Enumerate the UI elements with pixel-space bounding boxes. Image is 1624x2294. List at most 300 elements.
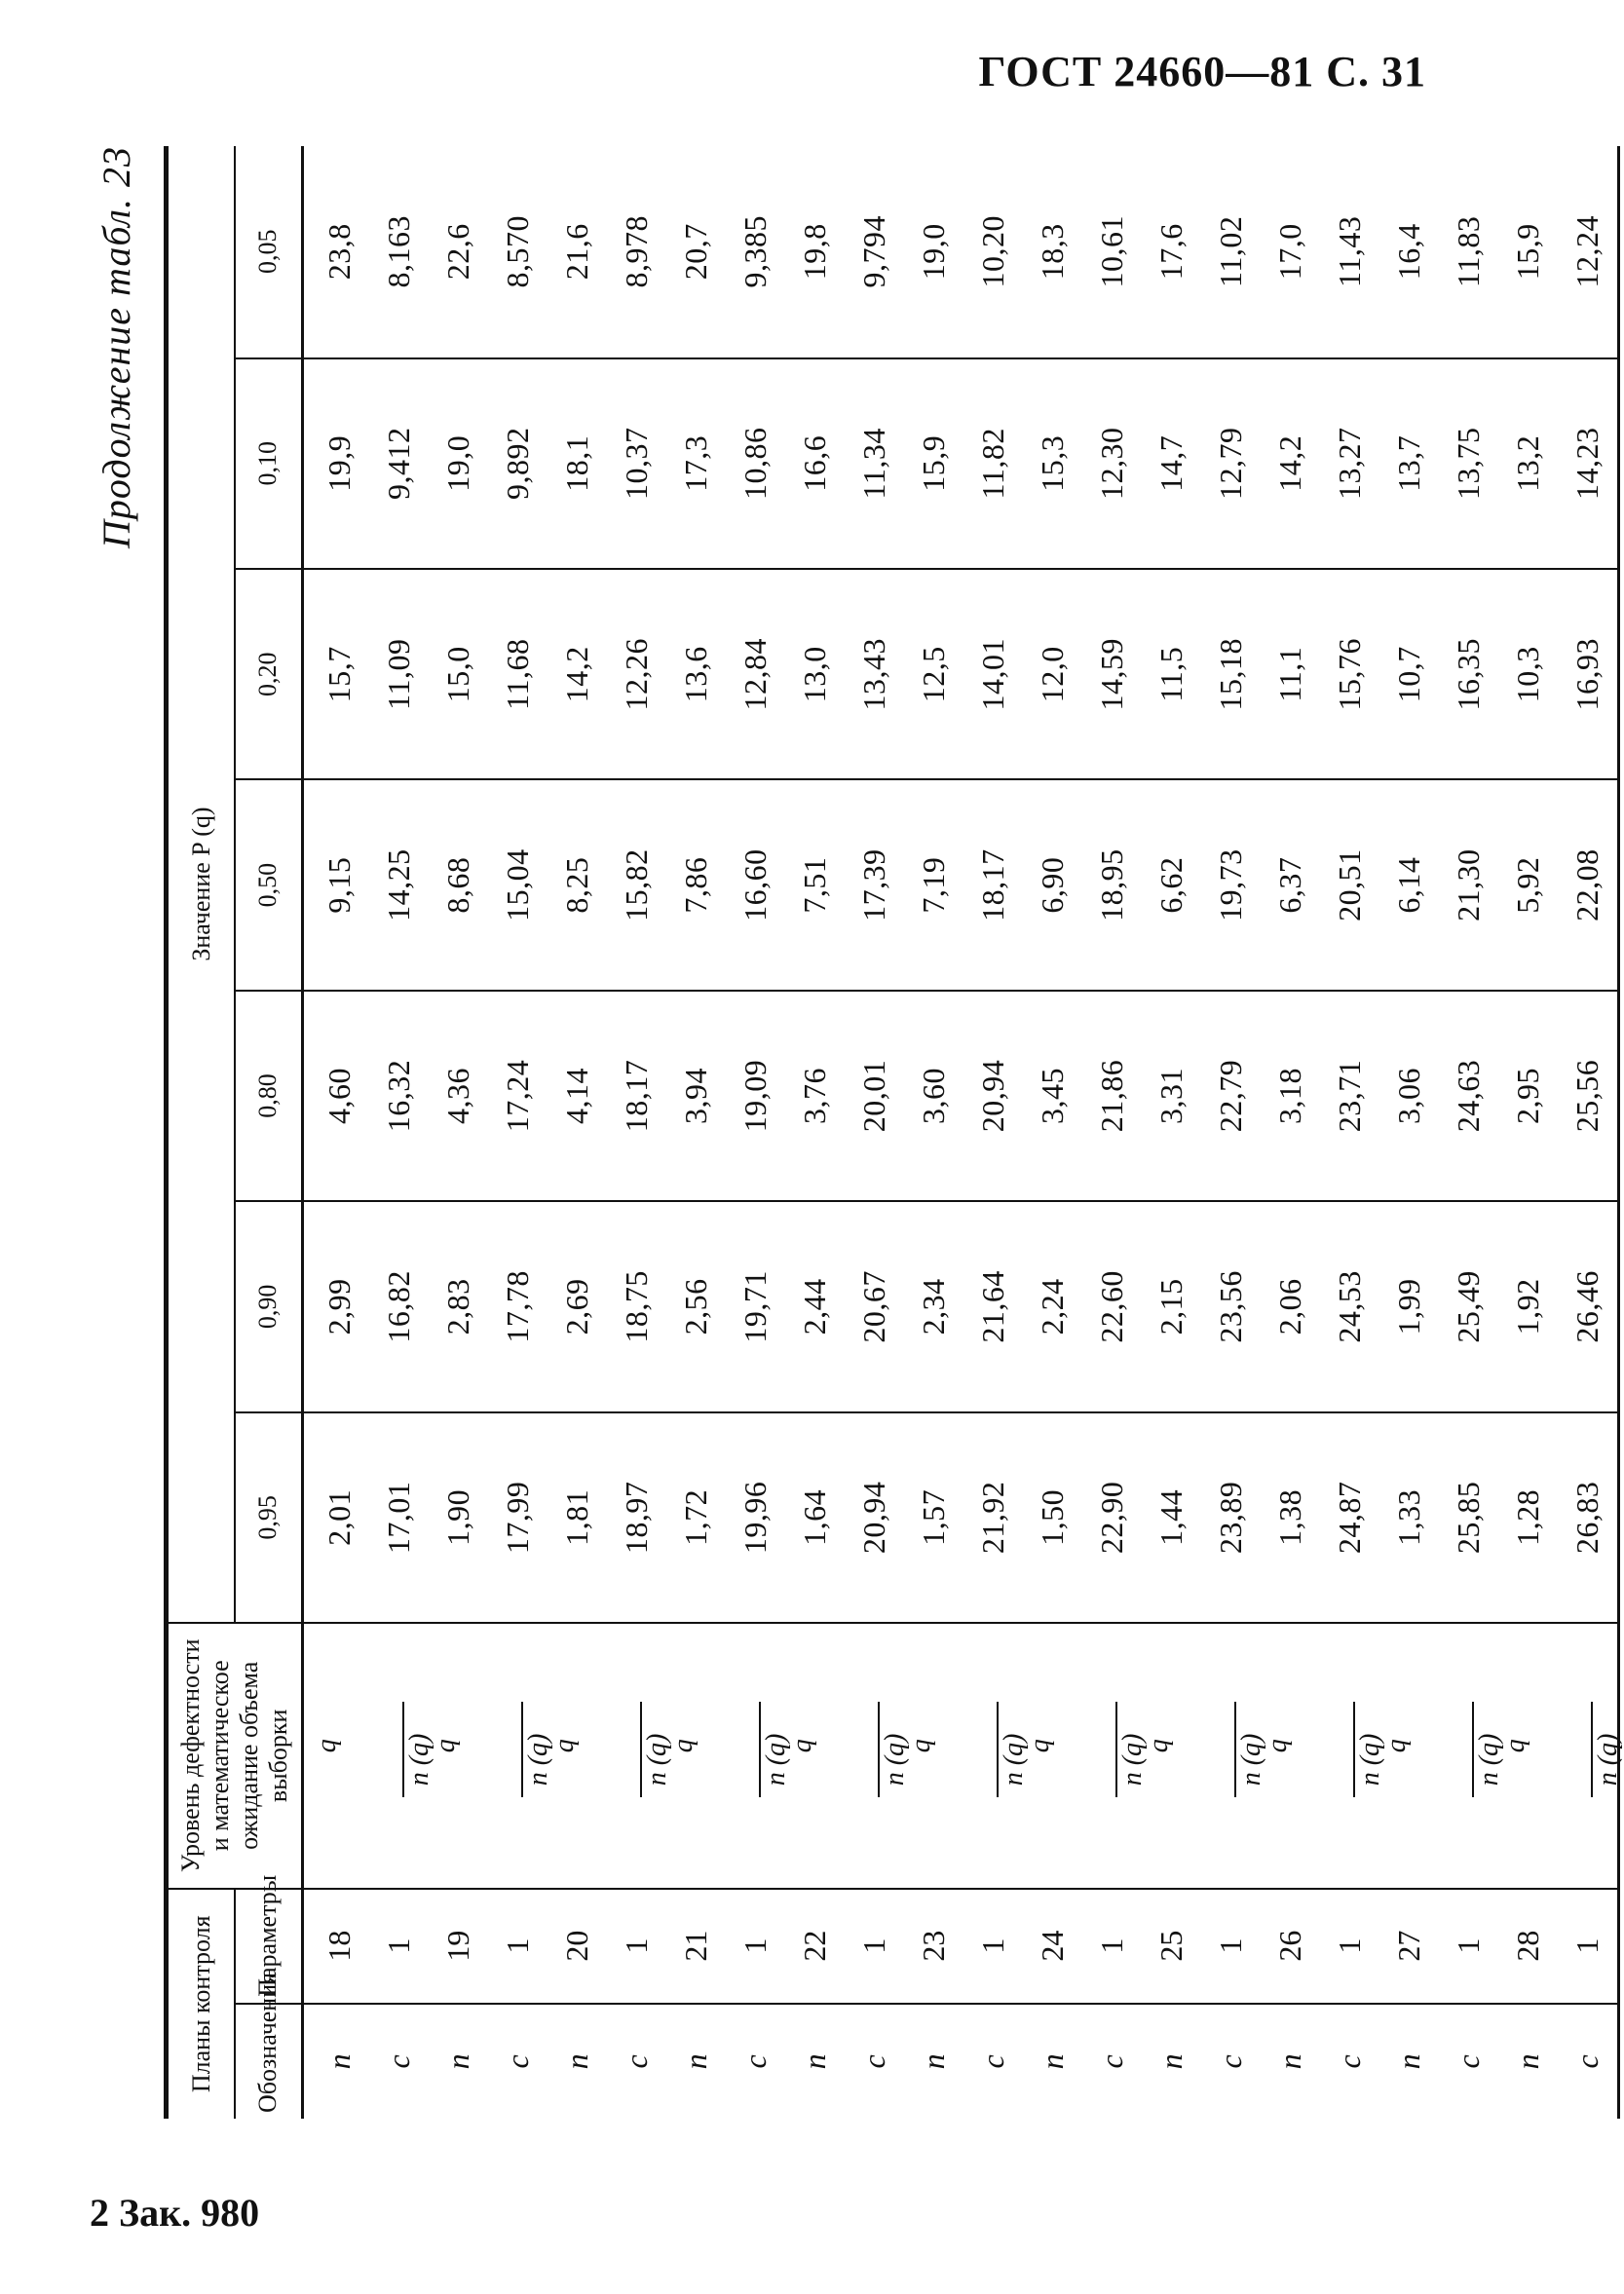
value-cell: 21,86 <box>1082 991 1142 1201</box>
value-cell: 10,7 <box>1379 569 1439 779</box>
level-fraction <box>607 1702 672 1809</box>
level-fraction <box>429 1702 480 1809</box>
table-row <box>726 146 785 2119</box>
value-cell: 11,68 <box>488 569 548 779</box>
value-cell: 2,56 <box>666 1201 726 1411</box>
designation-cell: n <box>904 2004 963 2119</box>
value-cell: 22,90 <box>1082 1412 1142 1623</box>
parameter-cell: 1 <box>963 1889 1023 2004</box>
header-p-level: 0,10 <box>235 358 302 569</box>
level-cell <box>666 1623 726 1889</box>
value-cell: 13,43 <box>845 569 904 779</box>
table-row <box>963 146 1023 2119</box>
level-nq-label: n (q) <box>760 1733 791 1786</box>
level-fraction <box>369 1702 434 1809</box>
value-cell: 14,2 <box>1261 358 1320 569</box>
designation-cell: n <box>302 2004 369 2119</box>
value-cell: 13,75 <box>1439 358 1498 569</box>
value-cell: 24,63 <box>1439 991 1498 1201</box>
level-cell <box>1498 1623 1558 1889</box>
value-cell: 15,3 <box>1023 358 1082 569</box>
value-cell: 21,92 <box>963 1412 1023 1623</box>
designation-cell: c <box>1201 2004 1261 2119</box>
header-p-level: 0,05 <box>235 146 302 358</box>
value-cell: 20,94 <box>963 991 1023 1201</box>
value-cell: 3,60 <box>904 991 963 1201</box>
value-cell: 12,24 <box>1558 146 1619 358</box>
value-cell: 6,62 <box>1142 779 1201 990</box>
value-cell: 2,69 <box>548 1201 607 1411</box>
value-cell: 16,6 <box>785 358 845 569</box>
value-cell: 25,85 <box>1439 1412 1498 1623</box>
value-cell: 4,60 <box>302 991 369 1201</box>
table-row <box>1558 146 1619 2119</box>
header-parameters: Параметры <box>235 1889 302 2004</box>
value-cell: 20,7 <box>677 223 713 281</box>
parameter-cell: 1 <box>369 1889 429 2004</box>
value-cell: 9,412 <box>369 358 429 569</box>
value-cell: 10,3 <box>1498 569 1558 779</box>
level-cell <box>726 1623 791 1889</box>
data-table <box>164 146 1623 2119</box>
value-cell: 1,81 <box>548 1412 607 1623</box>
level-fraction <box>548 1702 599 1809</box>
value-cell: 16,32 <box>369 991 429 1201</box>
value-cell: 15,82 <box>607 779 666 990</box>
level-fraction <box>1379 1702 1431 1809</box>
value-cell: 18,1 <box>548 358 607 569</box>
value-cell: 12,0 <box>1023 569 1082 779</box>
designation-cell: n <box>1498 2004 1558 2119</box>
level-cell <box>1023 1623 1082 1889</box>
value-cell: 14,25 <box>369 779 429 990</box>
value-cell: 24,53 <box>1320 1201 1379 1411</box>
value-cell: 16,35 <box>1439 569 1498 779</box>
value-cell: 5,92 <box>1498 779 1558 990</box>
value-cell: 11,83 <box>1450 215 1486 287</box>
value-cell: 8,163 <box>380 215 416 288</box>
level-cell <box>1201 1623 1266 1889</box>
level-q-label: q <box>1262 1739 1293 1753</box>
value-cell: 9,794 <box>855 215 891 288</box>
value-cell: 1,99 <box>1379 1201 1439 1411</box>
value-cell: 23,56 <box>1201 1201 1261 1411</box>
value-cell: 19,0 <box>429 358 488 569</box>
level-fraction <box>845 1702 910 1809</box>
value-cell: 12,30 <box>1082 358 1142 569</box>
value-cell: 19,8 <box>796 223 832 281</box>
value-cell: 17,78 <box>488 1201 548 1411</box>
value-cell: 11,5 <box>1142 569 1201 779</box>
table-row <box>1439 146 1498 2119</box>
value-cell: 15,18 <box>1201 569 1261 779</box>
level-fraction <box>785 1702 837 1809</box>
value-cell: 20,67 <box>845 1201 904 1411</box>
value-cell: 11,1 <box>1261 569 1320 779</box>
designation-cell: c <box>726 2004 785 2119</box>
level-q-label: q <box>667 1739 699 1753</box>
value-cell: 2,44 <box>785 1201 845 1411</box>
level-cell <box>1379 1623 1439 1889</box>
value-cell: 10,61 <box>1093 215 1129 288</box>
table-row <box>369 146 429 2119</box>
level-nq-label: n (q) <box>1592 1733 1623 1786</box>
header-p-level: 0,20 <box>235 569 302 779</box>
value-cell: 20,51 <box>1320 779 1379 990</box>
level-fraction <box>1261 1702 1312 1809</box>
value-cell: 16,82 <box>369 1201 429 1411</box>
value-cell: 12,26 <box>607 569 666 779</box>
value-cell: 15,04 <box>488 779 548 990</box>
value-cell: 7,86 <box>666 779 726 990</box>
value-cell: 22,08 <box>1558 779 1619 990</box>
parameter-cell: 21 <box>666 1889 726 2004</box>
value-cell: 3,06 <box>1379 991 1439 1201</box>
level-cell <box>904 1623 963 1889</box>
value-cell: 12,84 <box>726 569 785 779</box>
designation-cell: c <box>1082 2004 1142 2119</box>
level-cell <box>429 1623 488 1889</box>
level-fraction <box>310 1702 361 1809</box>
value-cell: 8,570 <box>499 215 535 288</box>
value-cell: 2,83 <box>429 1201 488 1411</box>
value-cell: 18,3 <box>1034 223 1070 281</box>
value-cell: 8,25 <box>548 779 607 990</box>
level-cell <box>845 1623 910 1889</box>
value-cell: 19,09 <box>726 991 785 1201</box>
value-cell: 15,9 <box>904 358 963 569</box>
value-cell: 16,4 <box>1390 223 1426 281</box>
designation-cell: c <box>369 2004 429 2119</box>
level-fraction <box>1082 1702 1148 1809</box>
value-cell: 21,64 <box>963 1201 1023 1411</box>
level-fraction <box>904 1702 956 1809</box>
level-fraction <box>1320 1702 1385 1809</box>
level-nq-label: n (q) <box>1116 1733 1148 1786</box>
header-p-level: 0,95 <box>235 1412 302 1623</box>
value-cell: 19,71 <box>726 1201 785 1411</box>
level-nq-label: n (q) <box>522 1733 553 1786</box>
value-cell: 17,24 <box>488 991 548 1201</box>
parameter-cell: 23 <box>904 1889 963 2004</box>
value-cell: 24,87 <box>1320 1412 1379 1623</box>
table-row <box>1379 146 1439 2119</box>
value-cell: 14,23 <box>1558 358 1619 569</box>
table-row <box>607 146 666 2119</box>
value-cell: 18,17 <box>963 779 1023 990</box>
value-cell: 11,43 <box>1331 215 1367 287</box>
value-cell: 19,96 <box>726 1412 785 1623</box>
level-fraction <box>1498 1702 1550 1809</box>
value-cell: 1,33 <box>1379 1412 1439 1623</box>
level-fraction <box>963 1702 1029 1809</box>
designation-cell: n <box>429 2004 488 2119</box>
value-cell: 1,72 <box>666 1412 726 1623</box>
value-cell: 14,01 <box>963 569 1023 779</box>
value-cell: 26,46 <box>1558 1201 1619 1411</box>
value-cell: 13,2 <box>1498 358 1558 569</box>
value-cell: 6,14 <box>1379 779 1439 990</box>
value-cell: 6,37 <box>1261 779 1320 990</box>
value-cell: 12,5 <box>904 569 963 779</box>
level-q-label: q <box>311 1739 342 1753</box>
level-fraction <box>1142 1702 1193 1809</box>
value-cell: 22,60 <box>1082 1201 1142 1411</box>
value-cell: 19,9 <box>302 358 369 569</box>
designation-cell: n <box>1142 2004 1201 2119</box>
level-cell <box>1082 1623 1148 1889</box>
value-cell: 3,45 <box>1023 991 1082 1201</box>
parameter-cell: 28 <box>1498 1889 1558 2004</box>
value-cell: 23,71 <box>1320 991 1379 1201</box>
header-row-1 <box>167 146 235 2119</box>
value-cell: 18,17 <box>607 991 666 1201</box>
table-row <box>1320 146 1379 2119</box>
header-plans: Планы контроля <box>167 1889 235 2119</box>
level-fraction <box>666 1702 718 1809</box>
table-row <box>548 146 607 2119</box>
value-cell: 18,95 <box>1082 779 1142 990</box>
designation-cell: c <box>845 2004 904 2119</box>
value-cell: 9,892 <box>488 358 548 569</box>
table-row <box>785 146 845 2119</box>
table-body <box>302 146 1623 2119</box>
table-row <box>302 146 369 2119</box>
value-cell: 1,64 <box>785 1412 845 1623</box>
value-cell: 25,49 <box>1439 1201 1498 1411</box>
value-cell: 23,89 <box>1201 1412 1261 1623</box>
value-cell: 2,01 <box>302 1412 369 1623</box>
value-cell: 22,79 <box>1201 991 1261 1201</box>
parameter-cell: 1 <box>726 1889 785 2004</box>
value-cell: 9,385 <box>736 215 773 288</box>
level-nq-label: n (q) <box>1473 1733 1504 1786</box>
level-q-label: q <box>430 1739 461 1753</box>
value-cell: 17,0 <box>1271 223 1307 281</box>
level-q-label: q <box>1499 1739 1530 1753</box>
table-row <box>845 146 904 2119</box>
level-fraction <box>726 1702 791 1809</box>
designation-cell: n <box>548 2004 607 2119</box>
level-q-label: q <box>1024 1739 1055 1753</box>
value-cell: 7,51 <box>785 779 845 990</box>
value-cell: 3,18 <box>1261 991 1320 1201</box>
level-fraction <box>1201 1702 1266 1809</box>
value-cell: 23,8 <box>321 223 357 281</box>
level-cell <box>1142 1623 1201 1889</box>
parameter-cell: 18 <box>302 1889 369 2004</box>
value-cell: 17,99 <box>488 1412 548 1623</box>
parameter-cell: 1 <box>845 1889 904 2004</box>
value-cell: 3,76 <box>785 991 845 1201</box>
level-cell <box>1320 1623 1385 1889</box>
table-caption: Продолжение табл. 23 <box>94 146 138 549</box>
value-cell: 2,99 <box>302 1201 369 1411</box>
value-cell: 3,94 <box>666 991 726 1201</box>
level-cell <box>1439 1623 1504 1889</box>
value-cell: 14,2 <box>548 569 607 779</box>
parameter-cell: 25 <box>1142 1889 1201 2004</box>
designation-cell: c <box>1439 2004 1498 2119</box>
designation-cell: c <box>963 2004 1023 2119</box>
value-cell: 11,02 <box>1212 215 1248 287</box>
value-cell: 11,09 <box>369 569 429 779</box>
value-cell: 8,978 <box>618 215 654 288</box>
value-cell: 6,90 <box>1023 779 1082 990</box>
level-q-label: q <box>1143 1739 1174 1753</box>
designation-cell: c <box>488 2004 548 2119</box>
value-cell: 19,73 <box>1201 779 1261 990</box>
level-nq-label: n (q) <box>879 1733 910 1786</box>
value-cell: 1,44 <box>1142 1412 1201 1623</box>
designation-cell: n <box>666 2004 726 2119</box>
value-cell: 13,7 <box>1379 358 1439 569</box>
parameter-cell: 1 <box>1320 1889 1379 2004</box>
parameter-cell: 1 <box>488 1889 548 2004</box>
level-cell <box>548 1623 607 1889</box>
value-cell: 20,94 <box>845 1412 904 1623</box>
value-cell: 11,34 <box>845 358 904 569</box>
value-cell: 1,28 <box>1498 1412 1558 1623</box>
value-cell: 4,36 <box>429 991 488 1201</box>
value-cell: 15,9 <box>1509 223 1545 281</box>
value-cell: 3,31 <box>1142 991 1201 1201</box>
level-nq-label: n (q) <box>641 1733 672 1786</box>
value-cell: 25,56 <box>1558 991 1619 1201</box>
level-fraction <box>488 1702 553 1809</box>
value-cell: 12,79 <box>1201 358 1261 569</box>
designation-cell: c <box>1320 2004 1379 2119</box>
value-cell: 9,15 <box>302 779 369 990</box>
value-cell: 21,30 <box>1439 779 1498 990</box>
parameter-cell: 1 <box>1082 1889 1142 2004</box>
value-cell: 13,27 <box>1320 358 1379 569</box>
value-cell: 18,97 <box>607 1412 666 1623</box>
level-cell <box>1261 1623 1320 1889</box>
value-cell: 2,06 <box>1261 1201 1320 1411</box>
value-cell: 21,6 <box>558 223 594 281</box>
level-nq-label: n (q) <box>998 1733 1029 1786</box>
level-nq-label: n (q) <box>1354 1733 1385 1786</box>
value-cell: 13,0 <box>785 569 845 779</box>
level-q-label: q <box>786 1739 817 1753</box>
value-cell: 2,24 <box>1023 1201 1082 1411</box>
parameter-cell: 19 <box>429 1889 488 2004</box>
header-p-level: 0,50 <box>235 779 302 990</box>
value-cell: 17,6 <box>1152 223 1189 281</box>
value-cell: 8,68 <box>429 779 488 990</box>
level-q-label: q <box>905 1739 936 1753</box>
designation-cell: n <box>1023 2004 1082 2119</box>
level-cell <box>1558 1623 1623 1889</box>
value-cell: 17,01 <box>369 1412 429 1623</box>
value-cell: 17,3 <box>666 358 726 569</box>
header-designation: Обозначения <box>235 2004 302 2119</box>
level-cell <box>369 1623 434 1889</box>
page-footer: 2 Зак. 980 <box>90 2191 260 2235</box>
level-cell <box>785 1623 845 1889</box>
value-cell: 26,83 <box>1558 1412 1619 1623</box>
parameter-cell: 27 <box>1379 1889 1439 2004</box>
value-cell: 10,86 <box>726 358 785 569</box>
level-cell <box>607 1623 672 1889</box>
value-cell: 20,01 <box>845 991 904 1201</box>
value-cell: 17,39 <box>845 779 904 990</box>
table-row <box>1142 146 1201 2119</box>
table-row <box>1261 146 1320 2119</box>
value-cell: 1,38 <box>1261 1412 1320 1623</box>
designation-cell: n <box>1379 2004 1439 2119</box>
level-fraction <box>1023 1702 1075 1809</box>
level-fraction <box>1439 1702 1504 1809</box>
value-cell: 10,37 <box>607 358 666 569</box>
value-cell: 15,7 <box>302 569 369 779</box>
value-cell: 2,34 <box>904 1201 963 1411</box>
value-cell: 13,6 <box>666 569 726 779</box>
parameter-cell: 26 <box>1261 1889 1320 2004</box>
value-cell: 1,90 <box>429 1412 488 1623</box>
value-cell: 4,14 <box>548 991 607 1201</box>
parameter-cell: 24 <box>1023 1889 1082 2004</box>
value-cell: 14,7 <box>1142 358 1201 569</box>
value-cell: 1,57 <box>904 1412 963 1623</box>
level-cell <box>302 1623 369 1889</box>
level-cell <box>963 1623 1029 1889</box>
table-row <box>1023 146 1082 2119</box>
value-cell: 2,95 <box>1498 991 1558 1201</box>
table-row <box>1082 146 1142 2119</box>
designation-cell: n <box>785 2004 845 2119</box>
value-cell: 11,82 <box>963 358 1023 569</box>
parameter-cell: 20 <box>548 1889 607 2004</box>
parameter-cell: 22 <box>785 1889 845 2004</box>
header-values: Значение P (q) <box>167 146 235 1623</box>
value-cell: 22,6 <box>439 223 475 281</box>
value-cell: 7,19 <box>904 779 963 990</box>
table-row <box>1201 146 1261 2119</box>
designation-cell: c <box>1558 2004 1619 2119</box>
value-cell: 19,0 <box>915 223 951 281</box>
parameter-cell: 1 <box>1201 1889 1261 2004</box>
table-row <box>1498 146 1558 2119</box>
level-fraction <box>1558 1702 1623 1809</box>
value-cell: 15,76 <box>1320 569 1379 779</box>
level-q-label: q <box>1380 1739 1412 1753</box>
value-cell: 10,20 <box>974 215 1010 288</box>
value-cell: 18,75 <box>607 1201 666 1411</box>
value-cell: 16,93 <box>1558 569 1619 779</box>
value-cell: 1,92 <box>1498 1201 1558 1411</box>
designation-cell: n <box>1261 2004 1320 2119</box>
header-p-level: 0,80 <box>235 991 302 1201</box>
parameter-cell: 1 <box>1558 1889 1619 2004</box>
parameter-cell: 1 <box>1439 1889 1498 2004</box>
table-row <box>429 146 488 2119</box>
table-row <box>904 146 963 2119</box>
value-cell: 2,15 <box>1142 1201 1201 1411</box>
level-cell <box>488 1623 553 1889</box>
level-nq-label: n (q) <box>403 1733 434 1786</box>
parameter-cell: 1 <box>607 1889 666 2004</box>
designation-cell: c <box>607 2004 666 2119</box>
value-cell: 1,50 <box>1023 1412 1082 1623</box>
rotated-table-block <box>94 146 1623 2119</box>
table-row <box>666 146 726 2119</box>
level-nq-label: n (q) <box>1235 1733 1266 1786</box>
value-cell: 15,0 <box>429 569 488 779</box>
value-cell: 14,59 <box>1082 569 1142 779</box>
level-q-label: q <box>548 1739 580 1753</box>
